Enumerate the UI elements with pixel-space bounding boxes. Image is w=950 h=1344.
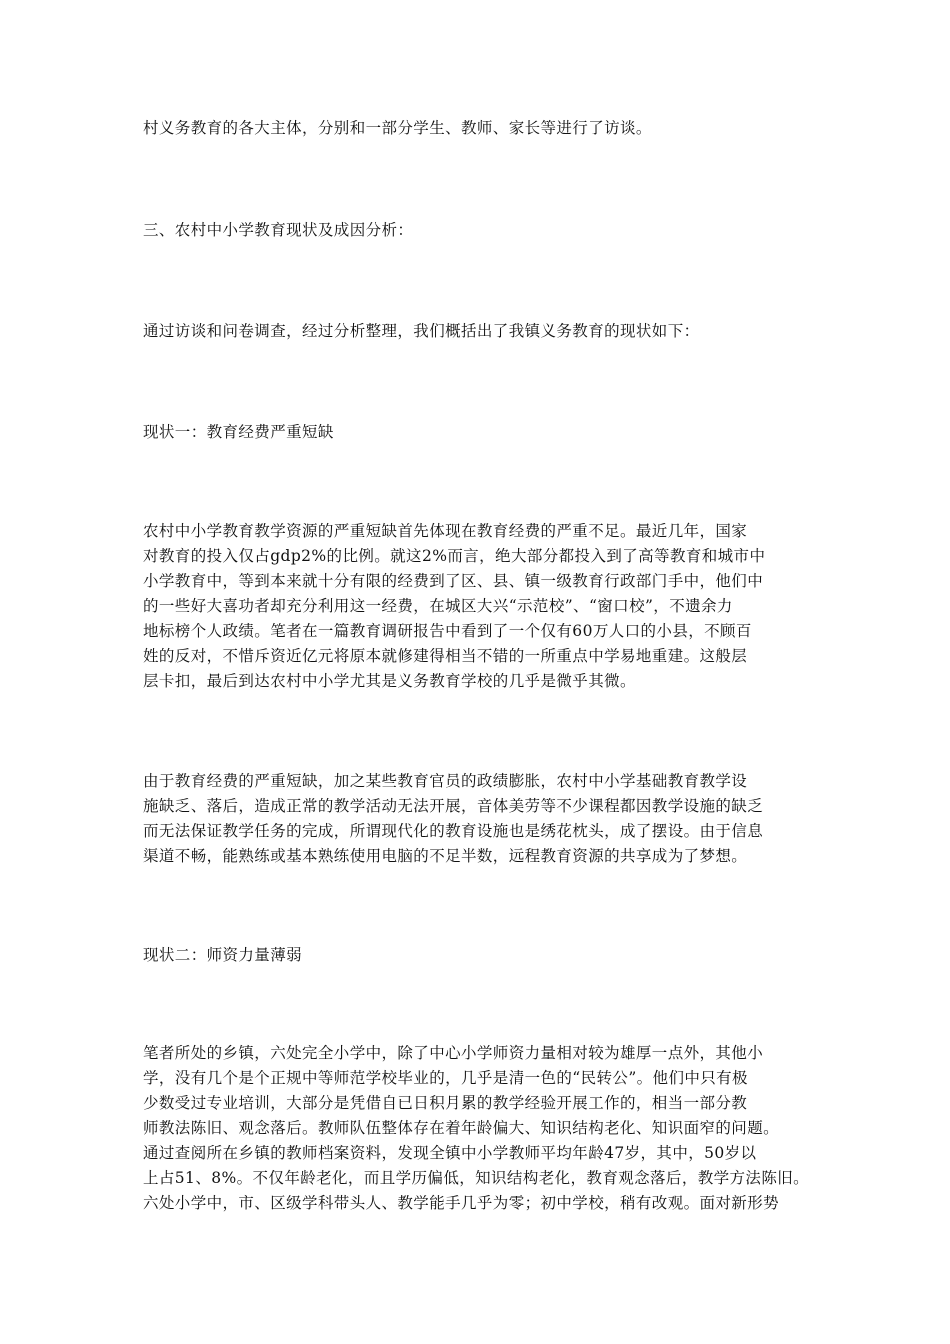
paragraph-line: 由于教育经费的严重短缺，加之某些教育官员的政绩膨胀，农村中小学基础教育教学设 bbox=[143, 772, 748, 790]
paragraph-line: 渠道不畅，能熟练或基本熟练使用电脑的不足半数，远程教育资源的共享成为了梦想。 bbox=[143, 847, 748, 865]
paragraph-line: 师教法陈旧、观念落后。教师队伍整体存在着年龄偏大、知识结构老化、知识面窄的问题。 bbox=[143, 1119, 780, 1137]
paragraph-line: 通过查阅所在乡镇的教师档案资料，发现全镇中小学教师平均年龄47岁，其中，50岁以 bbox=[143, 1144, 757, 1162]
paragraph-line: 的一些好大喜功者却充分利用这一经费，在城区大兴“示范校”、“窗口校”，不遗余力 bbox=[143, 597, 733, 615]
summary-text: 通过访谈和问卷调查，经过分析整理，我们概括出了我镇义务教育的现状如下： bbox=[143, 322, 700, 340]
paragraph-teachers bbox=[143, 1041, 810, 1216]
paragraph-line: 而无法保证教学任务的完成，所谓现代化的教育设施也是绣花枕头，成了摆设。由于信息 bbox=[143, 822, 764, 840]
status1-heading-text: 现状一：教育经费严重短缺 bbox=[143, 423, 334, 441]
paragraph-facilities bbox=[143, 769, 807, 869]
paragraph-line: 少数受过专业培训，大部分是凭借自已日积月累的教学经验开展工作的，相当一部分教 bbox=[143, 1094, 748, 1112]
paragraph-line: 姓的反对，不惜斥资近亿元将原本就修建得相当不错的一所重点中学易地重建。这般层 bbox=[143, 647, 748, 665]
status2-heading bbox=[143, 943, 807, 968]
paragraph-line: 上占51、8%。不仅年龄老化，而且学历偏低，知识结构老化，教育观念落后，教学方法陈旧。 bbox=[143, 1169, 810, 1187]
intro-text: 村义务教育的各大主体，分别和一部分学生、教师、家长等进行了访谈。 bbox=[143, 119, 652, 137]
paragraph-line: 六处小学中，市、区级学科带头人、教学能手几乎为零；初中学校，稍有改观。面对新形势 bbox=[143, 1194, 780, 1212]
section-heading-text: 三、农村中小学教育现状及成因分析： bbox=[143, 221, 414, 239]
section-heading bbox=[143, 218, 807, 243]
paragraph-funding-shortage bbox=[143, 519, 807, 694]
paragraph-line: 学，没有几个是个正规中等师范学校毕业的，几乎是清一色的“民转公”。他们中只有极 bbox=[143, 1069, 748, 1087]
status2-heading-text: 现状二：师资力量薄弱 bbox=[143, 946, 303, 964]
status1-heading bbox=[143, 420, 807, 445]
paragraph-line: 小学教育中，等到本来就十分有限的经费到了区、县、镇一级教育行政部门手中，他们中 bbox=[143, 572, 764, 590]
summary-line bbox=[143, 319, 807, 344]
intro-line bbox=[143, 116, 807, 141]
paragraph-line: 农村中小学教育教学资源的严重短缺首先体现在教育经费的严重不足。最近几年，国家 bbox=[143, 522, 748, 540]
paragraph-line: 笔者所处的乡镇，六处完全小学中，除了中心小学师资力量相对较为雄厚一点外，其他小 bbox=[143, 1044, 764, 1062]
paragraph-line: 施缺乏、落后，造成正常的教学活动无法开展，音体美劳等不少课程都因教学设施的缺乏 bbox=[143, 797, 764, 815]
paragraph-line: 层卡扣，最后到达农村中小学尤其是义务教育学校的几乎是微乎其微。 bbox=[143, 672, 636, 690]
paragraph-line: 对教育的投入仅占gdp2%的比例。就这2%而言，绝大部分都投入到了高等教育和城市中 bbox=[143, 547, 766, 565]
paragraph-line: 地标榜个人政绩。笔者在一篇教育调研报告中看到了一个仅有60万人口的小县，不顾百 bbox=[143, 622, 752, 640]
